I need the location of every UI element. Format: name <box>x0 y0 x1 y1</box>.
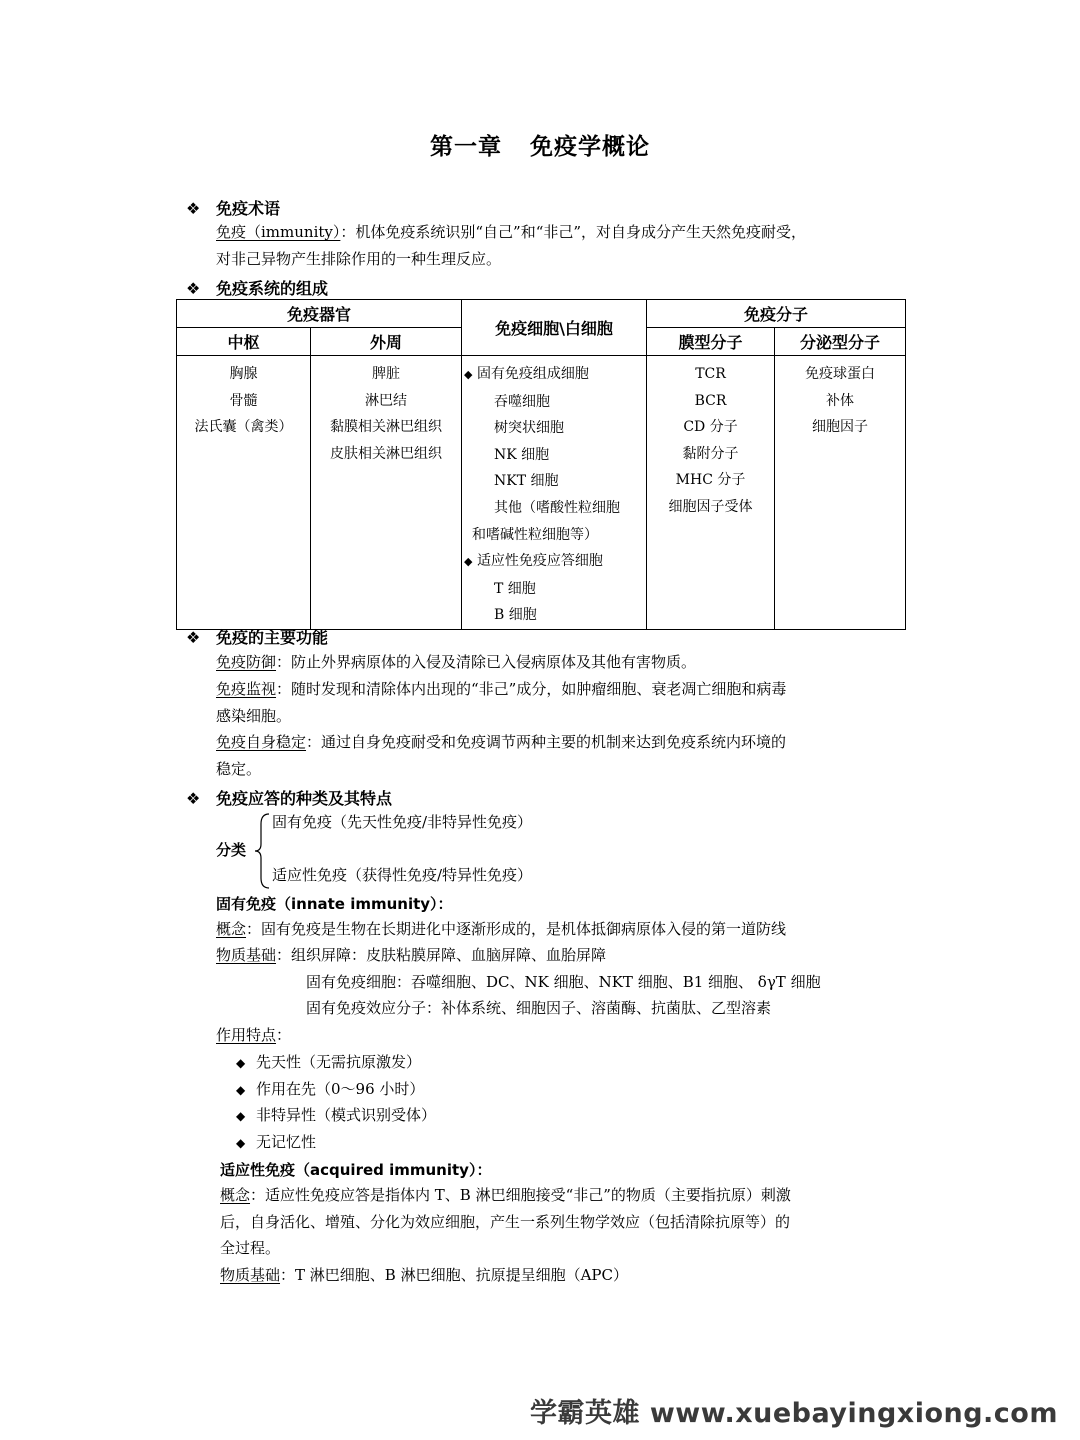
list-item: ◆ 无记忆性 <box>236 1129 316 1157</box>
innate-heading: 固有免疫（innate immunity）： <box>216 895 453 913</box>
list-item: 脾脏 <box>372 366 400 382</box>
list-item: 吞噬细胞 <box>494 393 551 410</box>
header-membrane: 膜型分子 <box>647 328 775 356</box>
list-item: 骨髓 <box>229 392 258 409</box>
list-item: 法氏囊（禽类） <box>194 419 293 436</box>
list-item: 细胞因子 <box>812 419 869 436</box>
list-item: CD 分子 <box>683 419 738 436</box>
class-adaptive: 适应性免疫（获得性免疫/特异性免疫） <box>272 866 533 884</box>
header-molecules: 免疫分子 <box>647 300 906 328</box>
header-secreted: 分泌型分子 <box>775 328 906 356</box>
list-item: ◆ 非特异性（模式识别受体） <box>236 1102 436 1130</box>
adaptive-heading: 适应性免疫（acquired immunity）： <box>220 1161 492 1179</box>
list-item: 树突状细胞 <box>494 420 565 437</box>
function-surveillance-cont: 感染细胞。 <box>216 707 292 725</box>
term-immunity: 免疫（immunity） <box>216 223 341 241</box>
watermark: 学霸英雄 www.xuebayingxiong.com <box>529 1398 1058 1429</box>
diamond-bullet-icon: ❖ <box>186 199 201 218</box>
list-item: 黏附分子 <box>682 445 739 462</box>
section-heading-terms: ❖ 免疫术语 <box>186 199 281 218</box>
list-item: 补体 <box>826 392 855 409</box>
list-item: 黏膜相关淋巴组织 <box>330 419 442 436</box>
header-cells: 免疫细胞\白细胞 <box>462 300 647 356</box>
header-organs: 免疫器官 <box>177 300 462 328</box>
classify-label: 分类 <box>216 841 247 859</box>
diamond-icon: ◆ <box>464 555 473 569</box>
section-heading-response-types: ❖ 免疫应答的种类及其特点 <box>186 789 393 808</box>
list-item: 淋巴结 <box>365 392 407 409</box>
innate-basis: 物质基础：组织屏障：皮肤粘膜屏障、血脑屏障、血胎屏障 <box>216 946 607 964</box>
page-title: 第一章 免疫学概论 <box>430 134 650 160</box>
list-item: 皮肤相关淋巴组织 <box>330 445 442 462</box>
list-item: TCR <box>695 366 726 382</box>
innate-basis-cells: 固有免疫细胞：吞噬细胞、DC、NK 细胞、NKT 细胞、B1 细胞、 δγT 细胞 <box>306 973 821 991</box>
diamond-bullet-icon: ❖ <box>186 628 201 647</box>
list-item: BCR <box>694 392 727 409</box>
innate-features-label: 作用特点： <box>216 1026 292 1044</box>
list-item: ◆ 固有免疫组成细胞 <box>464 366 589 382</box>
header-central: 中枢 <box>177 328 311 356</box>
list-item: 其他（嗜酸性粒细胞 <box>494 499 621 516</box>
list-item: B 细胞 <box>494 607 537 624</box>
immunity-definition: 免疫（immunity）：机体免疫系统识别“自己”和“非己”，对自身成分产生天然免疫耐受， <box>216 223 807 241</box>
adaptive-concept-cont: 后，自身活化、增殖、分化为效应细胞，产生一系列生物学效应（包括清除抗原等）的 <box>220 1213 791 1231</box>
function-surveillance: 免疫监视：随时发现和清除体内出现的“非己”成分，如肿瘤细胞、衰老凋亡细胞和病毒 <box>216 680 787 698</box>
diamond-bullet-icon: ❖ <box>186 279 201 298</box>
curly-brace-icon <box>253 812 271 890</box>
diamond-bullet-icon: ❖ <box>186 789 201 808</box>
function-defense: 免疫防御：防止外界病原体的入侵及清除已入侵病原体及其他有害物质。 <box>216 653 697 671</box>
innate-basis-molecules: 固有免疫效应分子：补体系统、细胞因子、溶菌酶、抗菌肽、乙型溶素 <box>306 999 772 1017</box>
list-item: ◆ 先天性（无需抗原激发） <box>236 1049 421 1077</box>
central-organs-cell <box>177 356 311 630</box>
diamond-icon: ◆ <box>236 1083 246 1097</box>
list-item: NK 细胞 <box>494 446 550 463</box>
list-item: MHC 分子 <box>675 472 746 489</box>
immune-cells-cell <box>462 356 647 630</box>
section-heading-functions: ❖ 免疫的主要功能 <box>186 628 329 647</box>
list-item: 细胞因子受体 <box>668 498 753 515</box>
list-item: ◆ 适应性免疫应答细胞 <box>464 553 603 570</box>
header-peripheral: 外周 <box>311 328 462 356</box>
adaptive-basis: 物质基础：T 淋巴细胞、B 淋巴细胞、抗原提呈细胞（APC） <box>220 1266 628 1284</box>
list-item: 免疫球蛋白 <box>805 366 876 382</box>
list-item: NKT 细胞 <box>494 473 559 490</box>
function-homeostasis-cont: 稳定。 <box>216 760 262 778</box>
membrane-molecules-cell <box>647 356 775 630</box>
diamond-icon: ◆ <box>236 1109 246 1123</box>
secreted-molecules-cell <box>775 356 906 630</box>
class-innate: 固有免疫（先天性免疫/非特异性免疫） <box>272 813 533 831</box>
immunity-definition-cont: 对非己异物产生排除作用的一种生理反应。 <box>216 250 502 268</box>
innate-concept: 概念：固有免疫是生物在长期进化中逐渐形成的，是机体抵御病原体入侵的第一道防线 <box>216 920 787 938</box>
function-homeostasis: 免疫自身稳定：通过自身免疫耐受和免疫调节两种主要的机制来达到免疫系统内环境的 <box>216 733 787 751</box>
peripheral-organs-cell <box>311 356 462 630</box>
diamond-icon: ◆ <box>464 368 473 381</box>
list-item: 和嗜碱性粒细胞等） <box>472 526 599 543</box>
diamond-icon: ◆ <box>236 1136 246 1150</box>
list-item: ◆ 作用在先（0～96 小时） <box>236 1076 424 1104</box>
section-heading-composition: ❖ 免疫系统的组成 <box>186 279 329 298</box>
list-item: 胸腺 <box>229 366 258 382</box>
list-item: T 细胞 <box>494 580 536 597</box>
diamond-icon: ◆ <box>236 1056 246 1070</box>
adaptive-concept: 概念：适应性免疫应答是指体内 T、B 淋巴细胞接受“非己”的物质（主要指抗原）刺激 <box>220 1186 791 1204</box>
immune-system-table <box>176 299 906 630</box>
adaptive-concept-end: 全过程。 <box>220 1239 281 1257</box>
